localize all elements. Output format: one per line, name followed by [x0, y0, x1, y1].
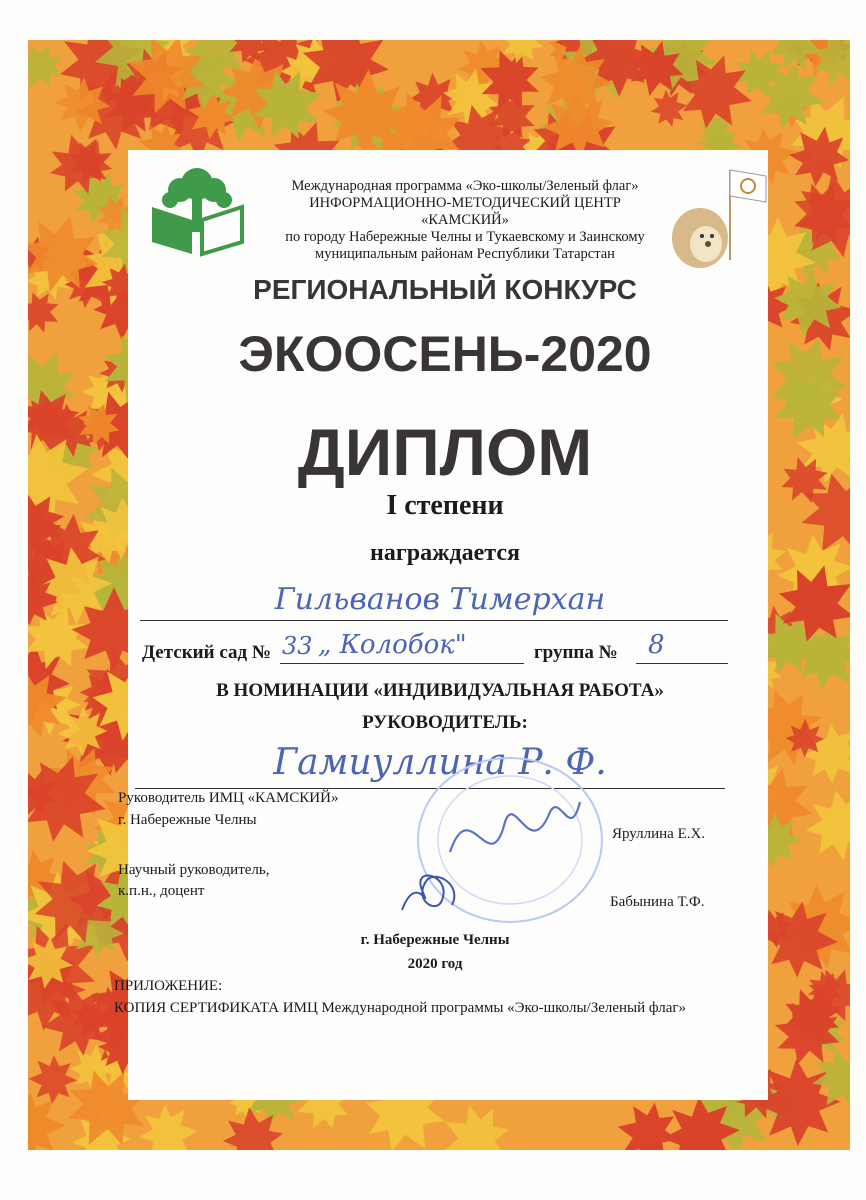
supervisor-name: Гамиуллина Р. Ф.: [273, 742, 607, 783]
recipient-line: [140, 620, 728, 621]
program-name: Международная программа «Эко-школы/Зеленый флаг»: [291, 178, 639, 194]
center-name: ИНФОРМАЦИОННО-МЕТОДИЧЕСКИЙ ЦЕНТР: [309, 195, 621, 211]
diploma-title: ДИПЛОМ: [297, 415, 593, 489]
sci-title: Научный руководитель,: [118, 862, 270, 878]
contest-title: РЕГИОНАЛЬНЫЙ КОНКУРС: [253, 274, 637, 305]
group-number: 8: [648, 630, 665, 660]
kindergarten-name: „ Колобок": [318, 630, 467, 660]
sci-name: Бабынина Т.Ф.: [610, 894, 705, 910]
appendix-text: КОПИЯ СЕРТИФИКАТА ИМЦ Международной программы «Эко-школы/Зеленый флаг»: [114, 1000, 687, 1016]
awarded-label: награждается: [370, 540, 520, 566]
kindergarten-label: Детский сад №: [142, 642, 271, 663]
group-label: группа №: [534, 642, 618, 663]
nomination-text: В НОМИНАЦИИ «ИНДИВИДУАЛЬНАЯ РАБОТА»: [216, 680, 664, 701]
sci-degree: к.п.н., доцент: [118, 883, 205, 899]
head-title: Руководитель ИМЦ «КАМСКИЙ»: [118, 790, 339, 806]
center-region-2: муниципальным районам Республики Татарстан: [315, 246, 615, 262]
diploma-degree: I степени: [386, 490, 504, 521]
signature-scribble: [392, 860, 472, 922]
head-name: Яруллина Е.Х.: [612, 826, 706, 842]
center-title: «КАМСКИЙ»: [421, 212, 509, 228]
appendix-label: ПРИЛОЖЕНИЕ:: [114, 978, 223, 994]
recipient-name: Гильванов Тимерхан: [274, 582, 606, 617]
footer-year: 2020 год: [407, 956, 463, 972]
group-line: [636, 663, 728, 664]
supervisor-label: РУКОВОДИТЕЛЬ:: [362, 712, 528, 733]
center-region-1: по городу Набережные Челны и Тукаевскому и Заинскому: [285, 229, 645, 245]
event-title: ЭКООСЕНЬ-2020: [238, 326, 652, 382]
footer-city: г. Набережные Челны: [360, 932, 510, 948]
kindergarten-number: 33: [282, 632, 313, 660]
head-city: г. Набережные Челны: [118, 812, 257, 828]
kindergarten-line: [280, 663, 524, 664]
